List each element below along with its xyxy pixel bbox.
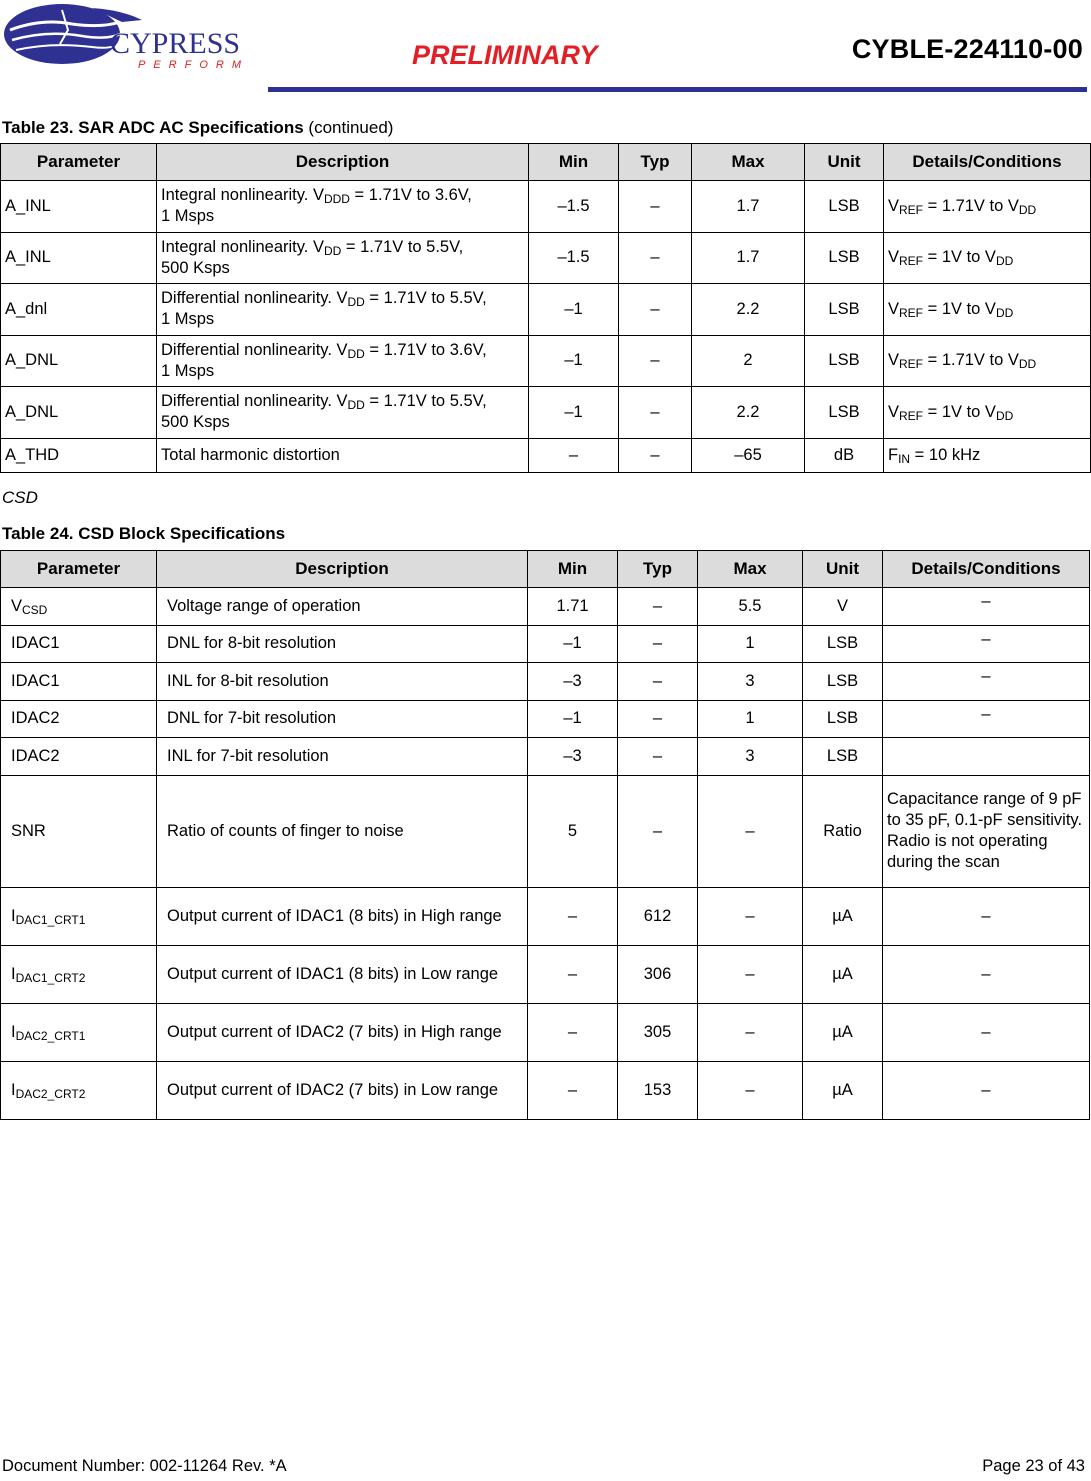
description-cell: Integral nonlinearity. $V_{DD} = 1.71V$ to 5.5V, 500 Ksps [157,232,529,284]
details-cell: $V_{REF} = 1V$ to $V_{DD}$ [884,232,1091,284]
header-unit: Unit [805,144,884,181]
unit-cell: LSB [803,625,883,663]
typ-cell: – [618,663,698,701]
unit-cell: V [803,588,883,626]
sar-adc-ac-specs-table [0,143,1091,473]
typ-cell: – [618,588,698,626]
param-cell: A_DNL [1,387,157,439]
min-cell: –1.5 [529,232,619,284]
param-cell: A_dnl [1,284,157,336]
details-cell: – [883,588,1090,626]
details-cell: – [883,887,1090,945]
unit-cell: LSB [805,335,884,387]
header-max: Max [692,144,805,181]
max-cell: – [698,945,803,1003]
table-row [1,1003,1090,1061]
unit-cell: LSB [805,387,884,439]
min-cell: 5 [528,775,618,887]
description-cell: Differential nonlinearity. $V_{DD} = 1.71V$ to 3.6V, 1 Msps [157,335,529,387]
typ-cell: 305 [618,1003,698,1061]
param-cell: IDAC2 [1,738,157,776]
details-cell: – [883,945,1090,1003]
details-cell: – [883,663,1090,701]
description-cell: Total harmonic distortion [157,438,529,472]
header-details: Details/Conditions [883,551,1090,588]
unit-cell: LSB [805,232,884,284]
max-cell: 5.5 [698,588,803,626]
typ-cell: – [618,625,698,663]
param-cell: $I_{DAC2\_CRT2}$ [1,1061,157,1119]
max-cell: 1.7 [692,181,805,233]
param-cell: A_INL [1,232,157,284]
typ-cell: – [619,181,692,233]
details-cell: $V_{REF} = 1V$ to $V_{DD}$ [884,387,1091,439]
unit-cell: µA [803,945,883,1003]
footer-page-number: Page 23 of 43 [982,1457,1085,1475]
table-header-row [1,551,1090,588]
min-cell: 1.71 [528,588,618,626]
header-max: Max [698,551,803,588]
max-cell: 2.2 [692,387,805,439]
description-cell: DNL for 7-bit resolution [157,700,528,738]
details-cell: – [883,1061,1090,1119]
header-rule [268,87,1087,92]
typ-cell: 306 [618,945,698,1003]
header-parameter: Parameter [1,551,157,588]
details-cell: $V_{REF} = 1.71V$ to $V_{DD}$ [884,335,1091,387]
header-min: Min [528,551,618,588]
param-cell: IDAC1 [1,625,157,663]
min-cell: – [529,438,619,472]
details-cell: – [883,1003,1090,1061]
table23-caption [2,118,393,138]
param-cell: A_INL [1,181,157,233]
description-cell: INL for 7-bit resolution [157,738,528,776]
header-unit: Unit [803,551,883,588]
section-heading-csd: CSD [2,488,38,507]
min-cell: –3 [528,663,618,701]
min-cell: – [528,1061,618,1119]
table24-caption: Table 24. CSD Block Specifications [2,524,286,543]
header-description: Description [157,144,529,181]
max-cell: 3 [698,738,803,776]
max-cell: – [698,775,803,887]
header-description: Description [157,551,528,588]
unit-cell: LSB [803,700,883,738]
table-row [1,738,1090,776]
description-cell: INL for 8-bit resolution [157,663,528,701]
table-row [1,335,1091,387]
unit-cell: µA [803,887,883,945]
typ-cell: – [619,232,692,284]
typ-cell: 612 [618,887,698,945]
max-cell: – [698,1003,803,1061]
max-cell: 1 [698,700,803,738]
details-cell: $V_{REF} = 1.71V$ to $V_{DD}$ [884,181,1091,233]
header-min: Min [529,144,619,181]
param-cell: $V_{CSD}$ [1,588,157,626]
details-cell: $F_{IN} = 10$ kHz [884,438,1091,472]
table-header-row [1,144,1091,181]
unit-cell: dB [805,438,884,472]
header-typ: Typ [619,144,692,181]
table-row [1,438,1091,472]
min-cell: –1 [528,700,618,738]
unit-cell: LSB [805,284,884,336]
table-row [1,387,1091,439]
max-cell: – [698,887,803,945]
csd-block-specs-table [0,550,1090,1120]
description-cell: Output current of IDAC2 (7 bits) in Low range [157,1061,528,1119]
min-cell: –3 [528,738,618,776]
table23-caption-suffix: (continued) [308,118,394,137]
description-cell: Differential nonlinearity. $V_{DD} = 1.71V$ to 5.5V, 1 Msps [157,284,529,336]
table-row [1,663,1090,701]
table-row [1,700,1090,738]
description-cell: Differential nonlinearity. $V_{DD} = 1.71V$ to 5.5V, 500 Ksps [157,387,529,439]
max-cell: –65 [692,438,805,472]
typ-cell: – [619,335,692,387]
header-details: Details/Conditions [884,144,1091,181]
typ-cell: 153 [618,1061,698,1119]
cypress-logo [2,0,252,70]
preliminary-label: PRELIMINARY [412,40,598,70]
min-cell: –1 [529,387,619,439]
description-cell: Output current of IDAC1 (8 bits) in High range [157,887,528,945]
unit-cell: µA [803,1061,883,1119]
min-cell: –1 [529,284,619,336]
table-row [1,1061,1090,1119]
typ-cell: – [618,738,698,776]
param-cell: IDAC2 [1,700,157,738]
typ-cell: – [619,284,692,336]
param-cell: $I_{DAC1\_CRT1}$ [1,887,157,945]
table23-caption-text: Table 23. SAR ADC AC Specifications [2,118,304,137]
header-parameter: Parameter [1,144,157,181]
param-cell: IDAC1 [1,663,157,701]
param-cell: A_DNL [1,335,157,387]
min-cell: – [528,887,618,945]
cypress-logo-mark [2,0,252,70]
table-row [1,945,1090,1003]
description-cell: Output current of IDAC1 (8 bits) in Low range [157,945,528,1003]
max-cell: 1.7 [692,232,805,284]
param-cell: $I_{DAC2\_CRT1}$ [1,1003,157,1061]
unit-cell: µA [803,1003,883,1061]
details-cell: – [883,700,1090,738]
max-cell: 3 [698,663,803,701]
unit-cell: Ratio [803,775,883,887]
description-cell: Ratio of counts of finger to noise [157,775,528,887]
table-row [1,181,1091,233]
table-row [1,887,1090,945]
typ-cell: – [619,438,692,472]
param-cell: SNR [1,775,157,887]
logo-wordmark: CYPRESS [110,27,241,60]
param-cell: A_THD [1,438,157,472]
typ-cell: – [619,387,692,439]
logo-tagline: PERFORM [138,59,249,70]
header-typ: Typ [618,551,698,588]
table-row [1,588,1090,626]
min-cell: – [528,945,618,1003]
table-row [1,775,1090,887]
typ-cell: – [618,700,698,738]
max-cell: 1 [698,625,803,663]
typ-cell: – [618,775,698,887]
unit-cell: LSB [803,663,883,701]
description-cell: Output current of IDAC2 (7 bits) in High range [157,1003,528,1061]
table-row [1,284,1091,336]
details-cell: Capacitance range of 9 pF to 35 pF, 0.1-pF sensitivity. Radio is not operating during the scan [883,775,1090,887]
details-cell: $V_{REF} = 1V$ to $V_{DD}$ [884,284,1091,336]
document-id: CYBLE-224110-00 [851,34,1083,64]
min-cell: –1 [528,625,618,663]
description-cell: DNL for 8-bit resolution [157,625,528,663]
min-cell: –1 [529,335,619,387]
max-cell: 2 [692,335,805,387]
description-cell: Integral nonlinearity. $V_{DDD} = 1.71V$ to 3.6V, 1 Msps [157,181,529,233]
unit-cell: LSB [805,181,884,233]
details-cell: – [883,625,1090,663]
footer-document-number: Document Number: 002-11264 Rev. *A [2,1457,287,1475]
details-cell [883,738,1090,776]
param-cell: $I_{DAC1\_CRT2}$ [1,945,157,1003]
table-row [1,232,1091,284]
min-cell: –1.5 [529,181,619,233]
table-row [1,625,1090,663]
min-cell: – [528,1003,618,1061]
unit-cell: LSB [803,738,883,776]
max-cell: 2.2 [692,284,805,336]
description-cell: Voltage range of operation [157,588,528,626]
max-cell: – [698,1061,803,1119]
